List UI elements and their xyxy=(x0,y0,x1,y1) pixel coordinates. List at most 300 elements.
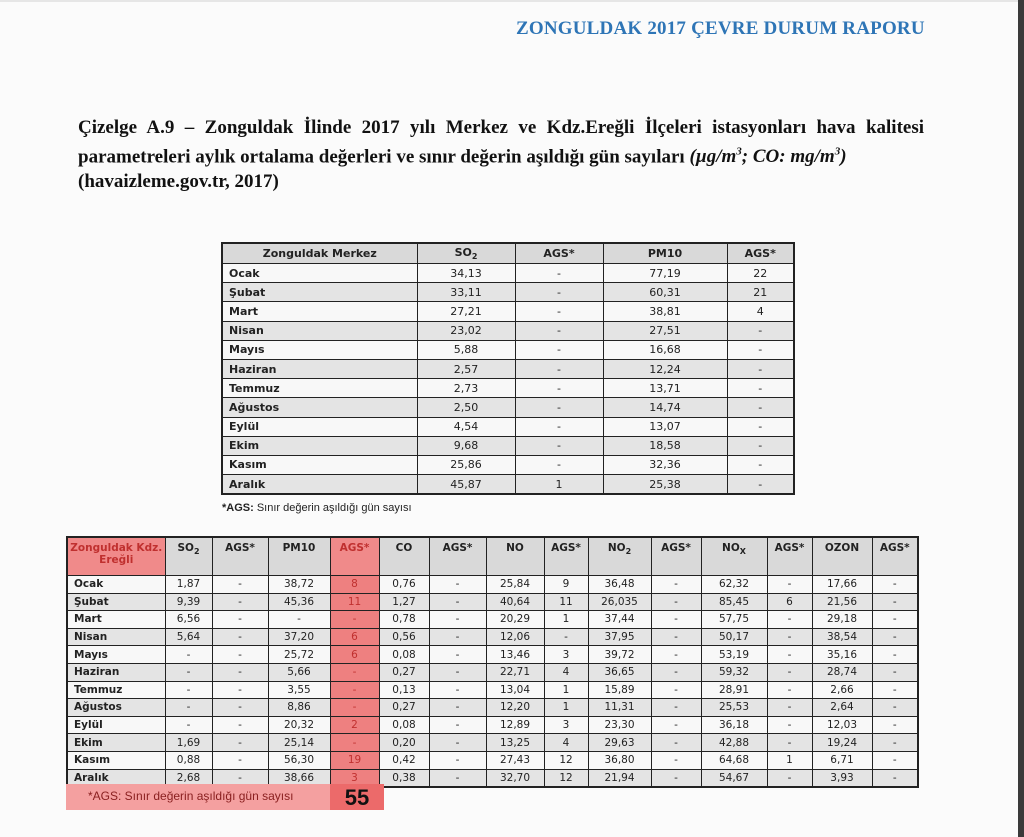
eregli-header-no2: $NO_2$ xyxy=(588,537,651,576)
value-cell: 5,88 xyxy=(417,340,515,359)
table-row xyxy=(222,359,794,378)
value-cell: - xyxy=(544,628,588,646)
merkez-header-pm10: PM10 xyxy=(603,243,727,264)
table-row xyxy=(67,716,918,734)
value-cell: 11,31 xyxy=(588,699,651,717)
value-cell: - xyxy=(872,576,918,594)
value-cell: 21 xyxy=(727,283,794,302)
value-cell: - xyxy=(429,646,486,664)
value-cell: - xyxy=(515,417,603,436)
value-cell: - xyxy=(330,681,379,699)
value-cell: - xyxy=(651,751,701,769)
value-cell: - xyxy=(727,340,794,359)
value-cell: 0,42 xyxy=(379,751,429,769)
value-cell: 25,14 xyxy=(268,734,330,752)
value-cell: 5,64 xyxy=(165,628,212,646)
value-cell: 13,46 xyxy=(486,646,544,664)
value-cell: 27,21 xyxy=(417,302,515,321)
value-cell: - xyxy=(212,646,268,664)
value-cell: 25,38 xyxy=(603,475,727,495)
value-cell: 25,72 xyxy=(268,646,330,664)
value-cell: - xyxy=(429,769,486,787)
value-cell: - xyxy=(872,769,918,787)
value-cell: 38,54 xyxy=(812,628,872,646)
value-cell: - xyxy=(165,663,212,681)
value-cell: - xyxy=(651,628,701,646)
month-cell: Mart xyxy=(222,302,417,321)
value-cell: - xyxy=(429,576,486,594)
value-cell: 42,88 xyxy=(701,734,767,752)
month-cell: Nisan xyxy=(67,628,165,646)
eregli-header-no: NO xyxy=(486,537,544,576)
value-cell: - xyxy=(767,734,812,752)
value-cell: 12,06 xyxy=(486,628,544,646)
value-cell: 45,36 xyxy=(268,593,330,611)
value-cell: - xyxy=(651,681,701,699)
value-cell: - xyxy=(767,716,812,734)
value-cell: 23,02 xyxy=(417,321,515,340)
value-cell: 12 xyxy=(544,751,588,769)
merkez-header-row xyxy=(222,243,794,264)
value-cell: 0,27 xyxy=(379,663,429,681)
value-cell: 36,80 xyxy=(588,751,651,769)
value-cell: - xyxy=(872,646,918,664)
value-cell: 34,13 xyxy=(417,264,515,283)
value-cell: 9 xyxy=(544,576,588,594)
value-cell: - xyxy=(212,716,268,734)
value-cell: - xyxy=(872,681,918,699)
value-cell: - xyxy=(651,611,701,629)
value-cell: 19 xyxy=(330,751,379,769)
table-row xyxy=(67,628,918,646)
value-cell: 0,76 xyxy=(379,576,429,594)
value-cell: 21,56 xyxy=(812,593,872,611)
value-cell: 6 xyxy=(767,593,812,611)
value-cell: 45,87 xyxy=(417,475,515,495)
value-cell: 3 xyxy=(330,769,379,787)
value-cell: 21,94 xyxy=(588,769,651,787)
value-cell: - xyxy=(651,646,701,664)
value-cell: 6,71 xyxy=(812,751,872,769)
value-cell: - xyxy=(651,769,701,787)
month-cell: Ekim xyxy=(67,734,165,752)
caption-units-sup: 3 xyxy=(736,146,742,158)
eregli-header-ozon: OZON xyxy=(812,537,872,576)
value-cell: - xyxy=(727,475,794,495)
value-cell: - xyxy=(429,699,486,717)
value-cell: 12,03 xyxy=(812,716,872,734)
value-cell: - xyxy=(212,751,268,769)
value-cell: 85,45 xyxy=(701,593,767,611)
table-row xyxy=(222,283,794,302)
value-cell: 2,50 xyxy=(417,398,515,417)
eregli-header-ags: AGS* xyxy=(767,537,812,576)
month-cell: Mayıs xyxy=(222,340,417,359)
caption-units-co: ; CO: mg/m xyxy=(741,146,835,168)
value-cell: 1 xyxy=(544,681,588,699)
month-cell: Şubat xyxy=(222,283,417,302)
value-cell: - xyxy=(515,455,603,474)
value-cell: 6 xyxy=(330,628,379,646)
value-cell: 16,68 xyxy=(603,340,727,359)
month-cell: Kasım xyxy=(222,455,417,474)
month-cell: Haziran xyxy=(222,359,417,378)
merkez-header-so2: $SO_2$ xyxy=(417,243,515,264)
month-cell: Ocak xyxy=(222,264,417,283)
month-cell: Ağustos xyxy=(222,398,417,417)
table-row xyxy=(67,681,918,699)
value-cell: - xyxy=(767,769,812,787)
value-cell: - xyxy=(767,699,812,717)
value-cell: - xyxy=(872,628,918,646)
value-cell: - xyxy=(727,455,794,474)
table-row xyxy=(222,264,794,283)
value-cell: - xyxy=(515,340,603,359)
caption-units: (µg/m xyxy=(689,146,737,168)
month-cell: Aralık xyxy=(67,769,165,787)
value-cell: 1 xyxy=(544,699,588,717)
value-cell: 15,89 xyxy=(588,681,651,699)
value-cell: 3 xyxy=(544,716,588,734)
value-cell: 8 xyxy=(330,576,379,594)
value-cell: 59,32 xyxy=(701,663,767,681)
value-cell: 2,64 xyxy=(812,699,872,717)
value-cell: 13,04 xyxy=(486,681,544,699)
merkez-table xyxy=(221,242,795,495)
value-cell: - xyxy=(872,611,918,629)
value-cell: - xyxy=(651,716,701,734)
value-cell: - xyxy=(330,699,379,717)
value-cell: 40,64 xyxy=(486,593,544,611)
value-cell: 38,81 xyxy=(603,302,727,321)
month-cell: Mayıs xyxy=(67,646,165,664)
eregli-table xyxy=(66,536,919,788)
value-cell: - xyxy=(212,593,268,611)
value-cell: 20,29 xyxy=(486,611,544,629)
value-cell: 37,44 xyxy=(588,611,651,629)
table-row xyxy=(67,576,918,594)
table-row xyxy=(222,455,794,474)
value-cell: - xyxy=(212,628,268,646)
viewer-scrollbar[interactable] xyxy=(1018,0,1024,837)
value-cell: - xyxy=(212,681,268,699)
merkez-ags-note xyxy=(222,502,412,514)
table-row xyxy=(222,475,794,495)
value-cell: 17,66 xyxy=(812,576,872,594)
value-cell: - xyxy=(515,436,603,455)
month-cell: Şubat xyxy=(67,593,165,611)
value-cell: - xyxy=(515,302,603,321)
value-cell: - xyxy=(727,436,794,455)
value-cell: 29,18 xyxy=(812,611,872,629)
value-cell: 37,95 xyxy=(588,628,651,646)
value-cell: 2 xyxy=(330,716,379,734)
value-cell: - xyxy=(429,681,486,699)
value-cell: 4 xyxy=(544,663,588,681)
value-cell: 4,54 xyxy=(417,417,515,436)
table-row xyxy=(222,417,794,436)
value-cell: 3,93 xyxy=(812,769,872,787)
value-cell: 25,86 xyxy=(417,455,515,474)
value-cell: - xyxy=(212,576,268,594)
value-cell: 5,66 xyxy=(268,663,330,681)
value-cell: - xyxy=(165,646,212,664)
value-cell: - xyxy=(872,716,918,734)
value-cell: 11 xyxy=(330,593,379,611)
value-cell: - xyxy=(515,283,603,302)
value-cell: - xyxy=(429,593,486,611)
value-cell: 6 xyxy=(330,646,379,664)
value-cell: - xyxy=(872,751,918,769)
value-cell: 0,08 xyxy=(379,646,429,664)
value-cell: - xyxy=(872,663,918,681)
merkez-header-ags: AGS* xyxy=(727,243,794,264)
value-cell: 1,87 xyxy=(165,576,212,594)
value-cell: 50,17 xyxy=(701,628,767,646)
month-cell: Temmuz xyxy=(67,681,165,699)
value-cell: - xyxy=(872,734,918,752)
table-row xyxy=(67,699,918,717)
eregli-header-pm10: PM10 xyxy=(268,537,330,576)
value-cell: 2,68 xyxy=(165,769,212,787)
eregli-header-ags: AGS* xyxy=(429,537,486,576)
value-cell: 19,24 xyxy=(812,734,872,752)
value-cell: 22 xyxy=(727,264,794,283)
month-cell: Aralık xyxy=(222,475,417,495)
value-cell: 57,75 xyxy=(701,611,767,629)
value-cell: - xyxy=(651,699,701,717)
page-top-edge xyxy=(0,0,1018,2)
value-cell: 0,38 xyxy=(379,769,429,787)
value-cell: 4 xyxy=(544,734,588,752)
table-row xyxy=(222,379,794,398)
value-cell: - xyxy=(212,699,268,717)
month-cell: Kasım xyxy=(67,751,165,769)
value-cell: - xyxy=(727,359,794,378)
table-row xyxy=(222,302,794,321)
value-cell: - xyxy=(767,663,812,681)
value-cell: 29,63 xyxy=(588,734,651,752)
value-cell: 56,30 xyxy=(268,751,330,769)
ags-note-text: Sınır değerin aşıldığı gün sayısı xyxy=(253,502,412,514)
value-cell: 0,88 xyxy=(165,751,212,769)
value-cell: 14,74 xyxy=(603,398,727,417)
eregli-header-co: CO xyxy=(379,537,429,576)
value-cell: 1 xyxy=(767,751,812,769)
month-cell: Ağustos xyxy=(67,699,165,717)
value-cell: - xyxy=(515,379,603,398)
value-cell: - xyxy=(767,611,812,629)
value-cell: 60,31 xyxy=(603,283,727,302)
value-cell: 28,74 xyxy=(812,663,872,681)
value-cell: - xyxy=(165,699,212,717)
caption-source: (havaizleme.gov.tr, 2017) xyxy=(78,171,279,193)
value-cell: 4 xyxy=(727,302,794,321)
value-cell: 27,51 xyxy=(603,321,727,340)
value-cell: - xyxy=(515,321,603,340)
value-cell: - xyxy=(330,663,379,681)
value-cell: 35,16 xyxy=(812,646,872,664)
value-cell: 22,71 xyxy=(486,663,544,681)
value-cell: 26,035 xyxy=(588,593,651,611)
value-cell: 2,57 xyxy=(417,359,515,378)
table-row xyxy=(222,398,794,417)
value-cell: - xyxy=(330,734,379,752)
value-cell: 9,68 xyxy=(417,436,515,455)
value-cell: - xyxy=(165,681,212,699)
merkez-header-station: Zonguldak Merkez xyxy=(222,243,417,264)
eregli-header-row xyxy=(67,537,918,576)
month-cell: Haziran xyxy=(67,663,165,681)
value-cell: - xyxy=(429,663,486,681)
value-cell: 38,72 xyxy=(268,576,330,594)
value-cell: 25,84 xyxy=(486,576,544,594)
eregli-header-ags: AGS* xyxy=(544,537,588,576)
eregli-header-ags: AGS* xyxy=(651,537,701,576)
value-cell: 36,18 xyxy=(701,716,767,734)
value-cell: 54,67 xyxy=(701,769,767,787)
value-cell: 36,48 xyxy=(588,576,651,594)
value-cell: - xyxy=(651,663,701,681)
value-cell: - xyxy=(767,681,812,699)
value-cell: 1 xyxy=(544,611,588,629)
eregli-ags-note: *AGS: Sınır değerin aşıldığı gün sayısı xyxy=(66,784,330,810)
value-cell: 13,07 xyxy=(603,417,727,436)
value-cell: 1 xyxy=(515,475,603,495)
value-cell: 36,65 xyxy=(588,663,651,681)
month-cell: Temmuz xyxy=(222,379,417,398)
value-cell: - xyxy=(872,593,918,611)
value-cell: - xyxy=(515,264,603,283)
value-cell: 62,32 xyxy=(701,576,767,594)
table-row xyxy=(67,751,918,769)
month-cell: Ekim xyxy=(222,436,417,455)
pm10-ags-total: 55 xyxy=(330,784,384,810)
value-cell: - xyxy=(165,716,212,734)
value-cell: - xyxy=(212,663,268,681)
value-cell: - xyxy=(872,699,918,717)
value-cell: - xyxy=(515,398,603,417)
month-cell: Nisan xyxy=(222,321,417,340)
eregli-header-so2: $SO_2$ xyxy=(165,537,212,576)
table-row xyxy=(67,646,918,664)
value-cell: 3,55 xyxy=(268,681,330,699)
value-cell: 0,08 xyxy=(379,716,429,734)
value-cell: - xyxy=(651,593,701,611)
value-cell: 2,73 xyxy=(417,379,515,398)
value-cell: - xyxy=(651,576,701,594)
eregli-header-station: Zonguldak Kdz. Ereğli xyxy=(67,537,165,576)
value-cell: - xyxy=(268,611,330,629)
table-row xyxy=(67,593,918,611)
value-cell: 20,32 xyxy=(268,716,330,734)
value-cell: 12,89 xyxy=(486,716,544,734)
value-cell: - xyxy=(727,398,794,417)
value-cell: 38,66 xyxy=(268,769,330,787)
value-cell: - xyxy=(651,734,701,752)
value-cell: 64,68 xyxy=(701,751,767,769)
table-row xyxy=(67,611,918,629)
value-cell: 39,72 xyxy=(588,646,651,664)
value-cell: - xyxy=(212,734,268,752)
report-header: ZONGULDAK 2017 ÇEVRE DURUM RAPORU xyxy=(516,18,925,39)
month-cell: Mart xyxy=(67,611,165,629)
value-cell: 2,66 xyxy=(812,681,872,699)
caption-text: Çizelge A.9 – Zonguldak İlinde 2017 yılı Merkez ve Kdz.Ereğli İlçeleri istasyonları hava kalitesi parametreleri aylık ortalama değerleri ve sınır değerin aşıldığı gün sayıları xyxy=(78,117,924,168)
value-cell: 77,19 xyxy=(603,264,727,283)
value-cell: - xyxy=(212,611,268,629)
value-cell: 13,25 xyxy=(486,734,544,752)
caption-units-sup2: 3 xyxy=(834,146,841,158)
value-cell: - xyxy=(330,611,379,629)
value-cell: 23,30 xyxy=(588,716,651,734)
value-cell: - xyxy=(727,417,794,436)
value-cell: 25,53 xyxy=(701,699,767,717)
value-cell: - xyxy=(515,359,603,378)
table-row xyxy=(222,321,794,340)
value-cell: 13,71 xyxy=(603,379,727,398)
value-cell: - xyxy=(767,576,812,594)
value-cell: 32,36 xyxy=(603,455,727,474)
value-cell: - xyxy=(429,751,486,769)
value-cell: 0,20 xyxy=(379,734,429,752)
value-cell: 1,27 xyxy=(379,593,429,611)
table-caption xyxy=(78,115,924,194)
value-cell: 11 xyxy=(544,593,588,611)
value-cell: 0,78 xyxy=(379,611,429,629)
value-cell: - xyxy=(429,734,486,752)
eregli-header-nox: $NO_X$ xyxy=(701,537,767,576)
value-cell: - xyxy=(212,769,268,787)
ags-note-label: *AGS: xyxy=(222,502,254,514)
value-cell: 33,11 xyxy=(417,283,515,302)
value-cell: 0,56 xyxy=(379,628,429,646)
value-cell: - xyxy=(429,716,486,734)
table-row xyxy=(222,340,794,359)
value-cell: - xyxy=(727,321,794,340)
value-cell: - xyxy=(727,379,794,398)
value-cell: 12,24 xyxy=(603,359,727,378)
value-cell: 32,70 xyxy=(486,769,544,787)
month-cell: Eylül xyxy=(222,417,417,436)
table-row xyxy=(222,436,794,455)
value-cell: 3 xyxy=(544,646,588,664)
table-row xyxy=(67,663,918,681)
eregli-header-ags: AGS* xyxy=(872,537,918,576)
value-cell: - xyxy=(429,611,486,629)
value-cell: - xyxy=(767,646,812,664)
value-cell: - xyxy=(767,628,812,646)
merkez-header-ags: AGS* xyxy=(515,243,603,264)
value-cell: 8,86 xyxy=(268,699,330,717)
value-cell: 53,19 xyxy=(701,646,767,664)
value-cell: 27,43 xyxy=(486,751,544,769)
value-cell: 6,56 xyxy=(165,611,212,629)
caption-units-close: ) xyxy=(840,146,847,168)
value-cell: 12 xyxy=(544,769,588,787)
value-cell: 1,69 xyxy=(165,734,212,752)
value-cell: 9,39 xyxy=(165,593,212,611)
value-cell: 0,27 xyxy=(379,699,429,717)
value-cell: - xyxy=(429,628,486,646)
value-cell: 28,91 xyxy=(701,681,767,699)
value-cell: 18,58 xyxy=(603,436,727,455)
eregli-header-pm10-ags: AGS* xyxy=(330,537,379,576)
month-cell: Eylül xyxy=(67,716,165,734)
eregli-header-ags: AGS* xyxy=(212,537,268,576)
month-cell: Ocak xyxy=(67,576,165,594)
table-row xyxy=(67,734,918,752)
